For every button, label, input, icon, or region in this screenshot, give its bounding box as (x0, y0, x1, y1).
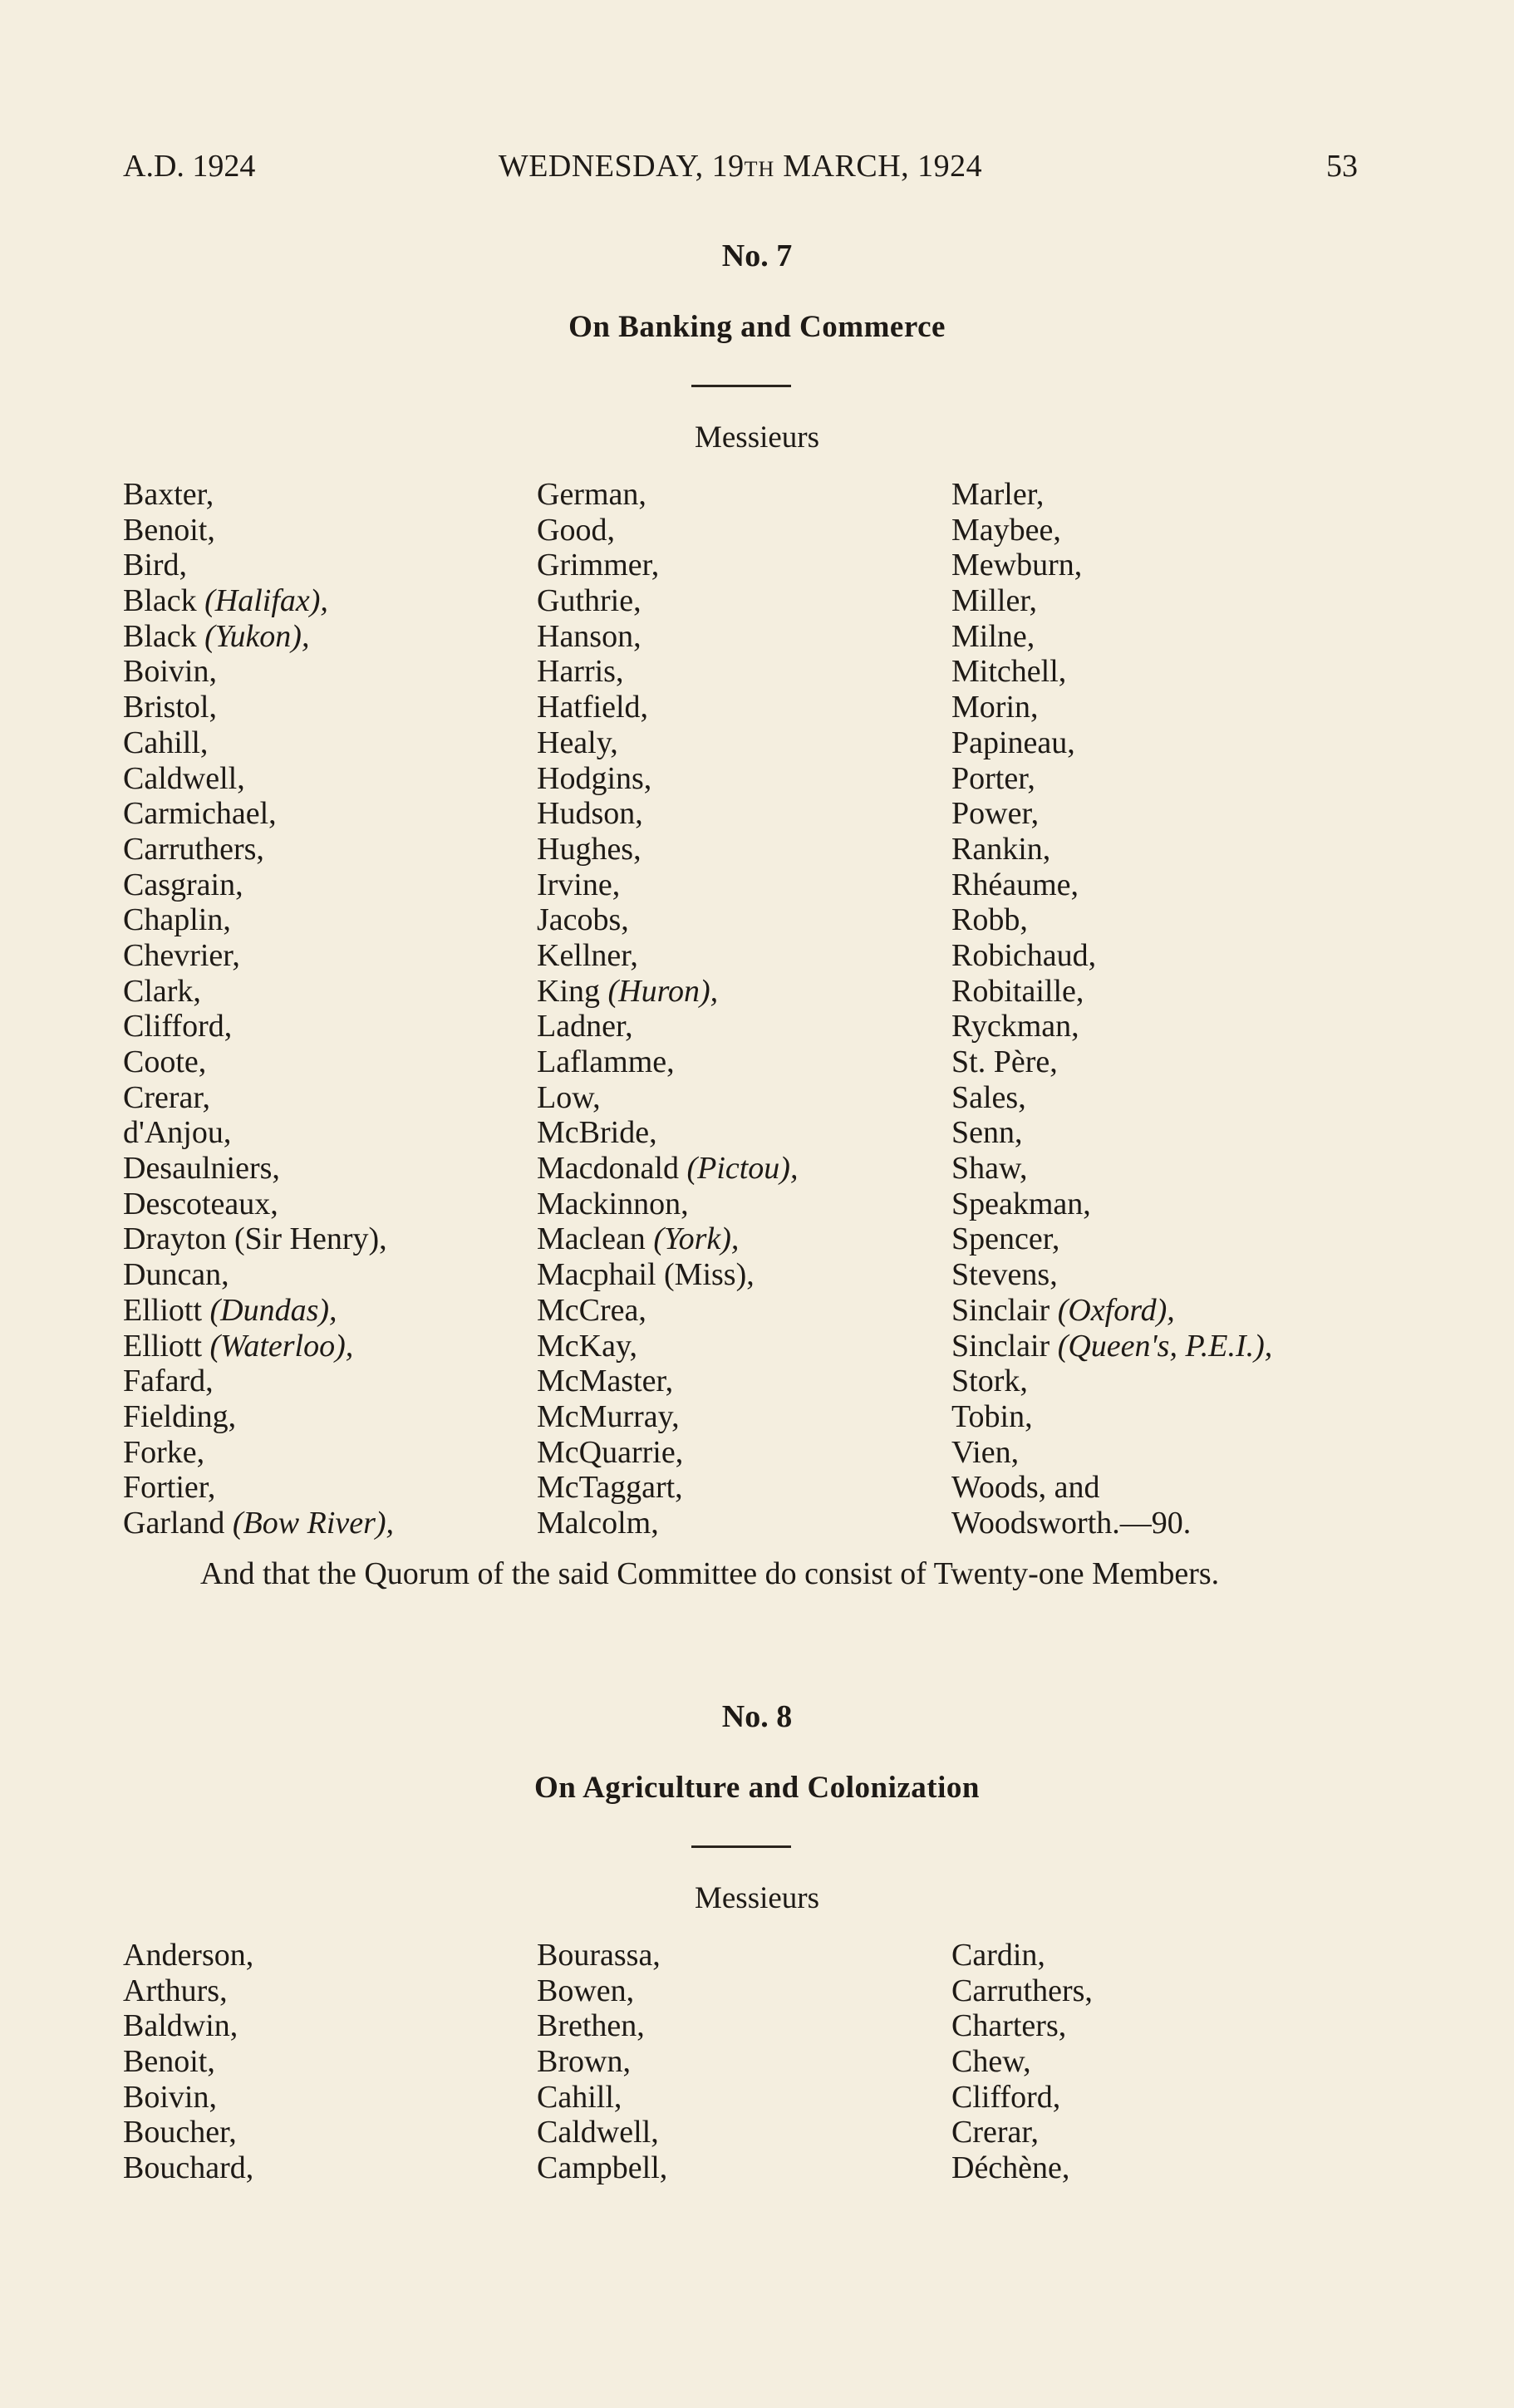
member-surname: Carruthers, (123, 831, 264, 867)
member-name (951, 1151, 1272, 1187)
member-name: Boucher, (123, 2115, 237, 2150)
member-surname: Mackinnon, (537, 1186, 689, 1221)
section-7-column-3 (951, 477, 1272, 1541)
member-name (951, 1470, 1272, 1506)
member-name (123, 583, 394, 619)
member-name: Chew, (951, 2044, 1031, 2080)
member-surname: Sales, (951, 1079, 1026, 1115)
header-date-day: WEDNESDAY, 19 (498, 149, 745, 184)
member-riding: (Queen's, P.E.I.), (1057, 1328, 1273, 1364)
member-name (537, 832, 798, 867)
member-surname: Kellner, (537, 937, 638, 973)
member-name: Arthurs, (123, 1973, 228, 2008)
member-name (537, 619, 798, 655)
header-date-rest: MARCH, 1924 (774, 149, 983, 184)
running-header (123, 148, 1358, 191)
member-surname: German, (537, 477, 646, 512)
member-surname: McMurray, (537, 1398, 680, 1434)
member-surname: Hatfield, (537, 690, 649, 725)
member-riding: (Yukon), (204, 618, 310, 654)
member-surname: Robb, (951, 902, 1028, 938)
member-surname: Duncan, (123, 1257, 229, 1293)
member-surname: Shaw, (951, 1151, 1028, 1187)
member-surname: Woods, and (951, 1470, 1100, 1506)
member-surname: Elliott (123, 1292, 210, 1328)
member-name (123, 1506, 394, 1541)
member-surname: Milne, (951, 618, 1035, 654)
member-name (123, 1470, 394, 1506)
member-name (951, 974, 1272, 1010)
member-name (951, 796, 1272, 832)
member-name (123, 832, 394, 867)
member-surname: Senn, (951, 1115, 1023, 1151)
member-name (951, 1364, 1272, 1399)
member-surname: Hodgins, (537, 760, 652, 796)
member-surname: Good, (537, 512, 615, 548)
member-name (123, 548, 394, 583)
member-surname: McQuarrie, (537, 1434, 684, 1470)
member-name: Bouchard, (123, 2150, 254, 2186)
member-surname: McBride, (537, 1115, 657, 1151)
member-name (123, 654, 394, 690)
member-name (537, 902, 798, 938)
section-8-rule (691, 1845, 791, 1848)
member-name: Déchène, (951, 2150, 1070, 2186)
member-name (123, 1009, 394, 1044)
section-7-rule (691, 385, 791, 387)
member-name (951, 1435, 1272, 1471)
member-surname: Robichaud, (951, 937, 1097, 973)
member-surname: Woodsworth.—90. (951, 1505, 1192, 1541)
member-name: Baldwin, (123, 2008, 238, 2044)
member-surname: Grimmer, (537, 548, 660, 583)
member-name: Cardin, (951, 1938, 1045, 1973)
member-surname: Black (123, 583, 205, 619)
member-surname: McMaster, (537, 1364, 674, 1399)
member-surname: Guthrie, (537, 583, 641, 619)
member-name (123, 867, 394, 903)
member-surname: Morin, (951, 690, 1039, 725)
member-surname: Low, (537, 1079, 601, 1115)
member-name (537, 548, 798, 583)
section-8-column-1 (123, 1938, 253, 2186)
member-name (123, 1115, 394, 1151)
member-surname: St. Père, (951, 1044, 1058, 1079)
member-name (951, 938, 1272, 974)
member-riding: (Halifax), (204, 583, 328, 619)
member-name (537, 513, 798, 548)
member-name (123, 938, 394, 974)
member-name (537, 1187, 798, 1222)
member-name (951, 761, 1272, 797)
member-riding: (Bow River), (232, 1505, 395, 1541)
member-name (951, 1293, 1272, 1329)
member-name (123, 796, 394, 832)
member-name (951, 513, 1272, 548)
member-name: Brown, (537, 2044, 631, 2080)
member-surname: Baxter, (123, 477, 214, 512)
member-name (123, 1221, 394, 1257)
member-surname: Macdonald (537, 1151, 687, 1187)
member-surname: Mitchell, (951, 654, 1067, 690)
member-name (537, 1151, 798, 1187)
member-surname: Ladner, (537, 1009, 633, 1044)
member-name (537, 477, 798, 513)
member-name: Bowen, (537, 1973, 635, 2008)
member-surname: Clifford, (123, 1009, 233, 1044)
member-name (537, 796, 798, 832)
section-7-column-1 (123, 477, 394, 1541)
member-surname: King (537, 973, 608, 1009)
member-name (537, 583, 798, 619)
section-8-column-2 (537, 1938, 667, 2186)
member-riding: (Huron), (607, 973, 719, 1009)
member-surname: Cahill, (123, 725, 209, 760)
member-name (951, 1187, 1272, 1222)
member-name (951, 1009, 1272, 1044)
member-surname: Healy, (537, 725, 618, 760)
member-name (537, 761, 798, 797)
member-name (951, 1115, 1272, 1151)
member-surname: McCrea, (537, 1292, 646, 1328)
member-surname: Mewburn, (951, 548, 1083, 583)
member-name (951, 1399, 1272, 1435)
member-name (537, 1470, 798, 1506)
member-surname: Tobin, (951, 1398, 1033, 1434)
member-surname: Hughes, (537, 831, 641, 867)
member-name (123, 725, 394, 761)
member-name (537, 974, 798, 1010)
member-name: Brethen, (537, 2008, 645, 2044)
member-name (951, 1044, 1272, 1080)
member-surname: Elliott (123, 1328, 210, 1364)
member-surname: Marler, (951, 477, 1045, 512)
member-name (951, 548, 1272, 583)
member-name (537, 1009, 798, 1044)
member-surname: Bird, (123, 548, 188, 583)
member-surname: Caldwell, (123, 760, 245, 796)
member-name (123, 902, 394, 938)
member-name (951, 725, 1272, 761)
member-name (123, 619, 394, 655)
member-surname: Coote, (123, 1044, 207, 1079)
member-surname: Hudson, (537, 796, 643, 832)
member-name (537, 690, 798, 725)
member-name (537, 1293, 798, 1329)
member-surname: Stevens, (951, 1257, 1058, 1293)
member-name (123, 1435, 394, 1471)
member-name (123, 1080, 394, 1116)
member-name (537, 1364, 798, 1399)
member-name (537, 1044, 798, 1080)
member-name (123, 513, 394, 548)
member-surname: Macphail (Miss), (537, 1257, 755, 1293)
member-name (951, 1221, 1272, 1257)
member-surname: Rankin, (951, 831, 1051, 867)
section-7-messieurs: Messieurs (694, 420, 820, 455)
member-name: Clifford, (951, 2079, 1061, 2115)
member-name (123, 1187, 394, 1222)
member-surname: Vien, (951, 1434, 1020, 1470)
member-name (537, 1399, 798, 1435)
member-name: Carruthers, (951, 1973, 1093, 2008)
member-surname: Papineau, (951, 725, 1075, 760)
member-surname: McTaggart, (537, 1470, 683, 1506)
member-name (951, 583, 1272, 619)
member-surname: Bristol, (123, 690, 217, 725)
member-surname: Carmichael, (123, 796, 277, 832)
member-name (537, 1257, 798, 1293)
member-name (951, 902, 1272, 938)
page-number: 53 (1326, 149, 1358, 184)
header-year: A.D. 1924 (123, 149, 256, 184)
member-name (123, 1257, 394, 1293)
member-name: Anderson, (123, 1938, 254, 1973)
member-name (123, 1329, 394, 1364)
member-riding: (Pictou), (686, 1151, 799, 1187)
member-name (537, 1080, 798, 1116)
member-surname: Chevrier, (123, 937, 240, 973)
member-name: Benoit, (123, 2044, 215, 2080)
member-surname: Porter, (951, 760, 1035, 796)
member-surname: Benoit, (123, 512, 215, 548)
member-name (537, 867, 798, 903)
quorum-paragraph: And that the Quorum of the said Committee do consist of Twenty-one Members. (200, 1556, 1220, 1591)
member-name (537, 1506, 798, 1541)
member-name (123, 477, 394, 513)
member-surname: Miller, (951, 583, 1037, 619)
member-name (537, 1115, 798, 1151)
member-surname: Spencer, (951, 1221, 1060, 1257)
member-name (537, 938, 798, 974)
member-surname: Malcolm, (537, 1505, 659, 1541)
member-surname: Robitaille, (951, 973, 1084, 1009)
member-name (123, 1151, 394, 1187)
member-riding: (York), (653, 1221, 740, 1257)
header-date-ordinal: TH (744, 157, 775, 181)
member-surname: Jacobs, (537, 902, 629, 938)
member-surname: Casgrain, (123, 867, 243, 902)
member-surname: Desaulniers, (123, 1151, 280, 1187)
member-name (537, 654, 798, 690)
member-name (951, 1257, 1272, 1293)
section-8-title: On Agriculture and Colonization (534, 1771, 980, 1805)
section-8-column-3 (951, 1938, 1093, 2186)
member-surname: Fafard, (123, 1364, 214, 1399)
member-name: Charters, (951, 2008, 1067, 2044)
member-surname: Power, (951, 796, 1040, 832)
section-7-column-2 (537, 477, 798, 1541)
member-name (123, 1364, 394, 1399)
member-name (951, 1506, 1272, 1541)
section-8-messieurs: Messieurs (694, 1881, 820, 1915)
member-name (123, 761, 394, 797)
section-7-number: No. 7 (721, 238, 793, 273)
member-name (951, 619, 1272, 655)
member-name (537, 1435, 798, 1471)
member-name (123, 974, 394, 1010)
member-riding: (Oxford), (1057, 1292, 1175, 1328)
member-surname: Stork, (951, 1364, 1028, 1399)
member-riding: (Waterloo), (209, 1328, 354, 1364)
member-name (537, 725, 798, 761)
member-surname: Descoteaux, (123, 1186, 278, 1221)
member-name (123, 1399, 394, 1435)
member-name: Cahill, (537, 2079, 622, 2115)
member-surname: Sinclair (951, 1328, 1058, 1364)
member-surname: Boivin, (123, 654, 217, 690)
member-surname: Clark, (123, 973, 201, 1009)
member-name (123, 690, 394, 725)
member-name (951, 867, 1272, 903)
header-date (123, 148, 1358, 184)
member-surname: Garland (123, 1505, 233, 1541)
member-surname: Speakman, (951, 1186, 1091, 1221)
member-surname: Laflamme, (537, 1044, 675, 1079)
member-surname: Maclean (537, 1221, 654, 1257)
member-surname: Irvine, (537, 867, 621, 902)
member-surname: d'Anjou, (123, 1115, 232, 1151)
member-name (951, 654, 1272, 690)
member-surname: Forke, (123, 1434, 205, 1470)
member-name (951, 1080, 1272, 1116)
member-riding: (Dundas), (209, 1292, 337, 1328)
member-surname: Black (123, 618, 205, 654)
member-name (123, 1044, 394, 1080)
member-name: Crerar, (951, 2115, 1040, 2150)
member-name (537, 1329, 798, 1364)
member-surname: Drayton (Sir Henry), (123, 1221, 387, 1257)
member-name: Caldwell, (537, 2115, 659, 2150)
member-name (951, 1329, 1272, 1364)
member-surname: Fortier, (123, 1470, 216, 1506)
section-7-title: On Banking and Commerce (568, 310, 946, 344)
member-surname: Chaplin, (123, 902, 231, 938)
member-surname: Crerar, (123, 1079, 211, 1115)
member-surname: Ryckman, (951, 1009, 1079, 1044)
section-8-number: No. 8 (721, 1699, 793, 1734)
member-name (951, 477, 1272, 513)
member-surname: McKay, (537, 1328, 637, 1364)
member-surname: Maybee, (951, 512, 1061, 548)
member-name: Campbell, (537, 2150, 668, 2186)
member-surname: Sinclair (951, 1292, 1058, 1328)
member-surname: Hanson, (537, 618, 641, 654)
member-name (537, 1221, 798, 1257)
member-name: Boivin, (123, 2079, 217, 2115)
member-name (123, 1293, 394, 1329)
member-surname: Fielding, (123, 1398, 237, 1434)
member-name (951, 690, 1272, 725)
member-surname: Harris, (537, 654, 624, 690)
member-surname: Rhéaume, (951, 867, 1079, 902)
member-name (951, 832, 1272, 867)
member-name: Bourassa, (537, 1938, 661, 1973)
